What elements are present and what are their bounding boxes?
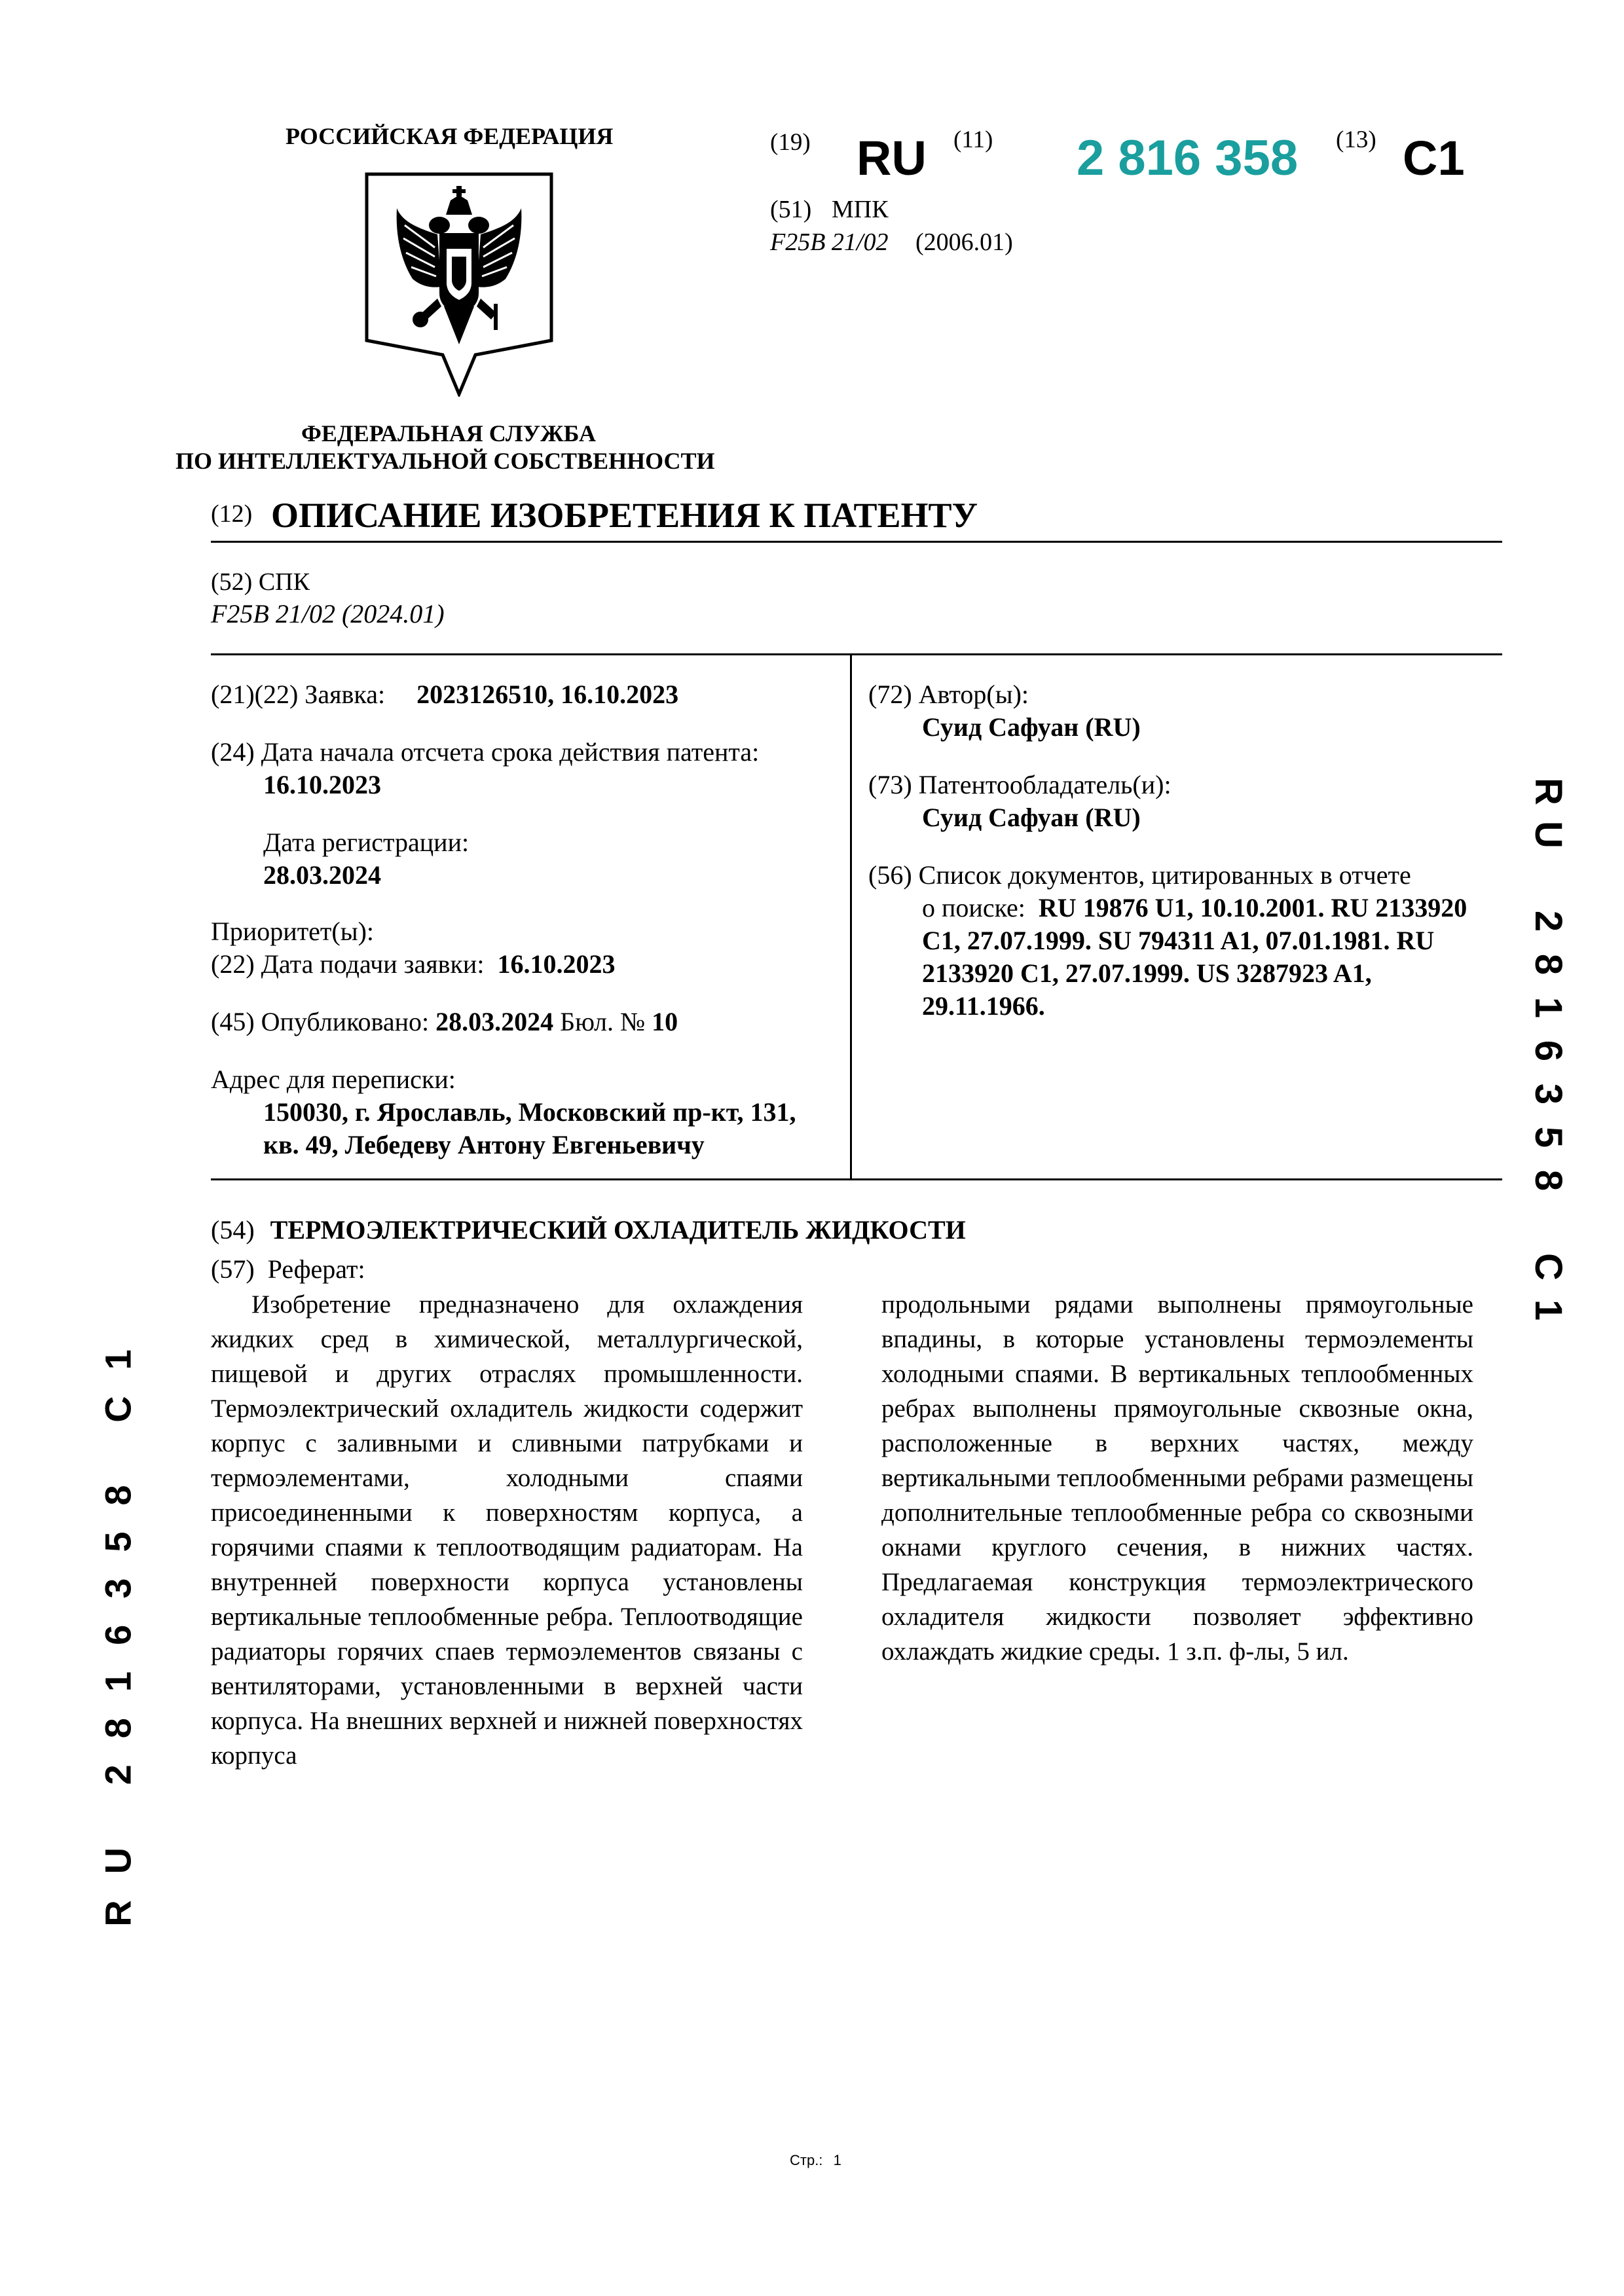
right-margin-id bbox=[1519, 770, 1572, 1332]
right-margin-char: 1 bbox=[1527, 1299, 1570, 1321]
abstract-column-1: Изобретение предназначено для охлаждения жидких сред в химической, металлургической, пищевой и других отраслях промышленности. Термоэлектрический охладитель жидкости содержит корпус с заливными и сливными патрубками и термоэлементами, холодными спаями присоединенными к поверхностям корпуса, а горячими спаями к теплоотводящим радиаторам. На внутренней поверхности корпуса установлены вертикальные теплообменные ребра. Теплоотводящие радиаторы горячих спаев термоэлементов связаны с вентиляторами, установленными в верхней части корпуса. На внешних верхней и нижней поверхностях корпуса bbox=[211, 1290, 803, 1770]
abstract-column-2: продольными рядами выполнены прямоугольные впадины, в которые установлены термоэлементы холодными спаями. В вертикальных теплообменных ребрах выполнены прямоугольные сквозные окна, расположенные в верхних частях, между вертикальными теплообменными ребрами размещены дополнительные теплообменные ребра со сквозными окнами круглого сечения, в нижних частях. Предлагаемая конструкция термоэлектрического охладителя жидкости позволяет эффективно охлаждать жидкие среды. 1 з.п. ф-лы, 5 ил. bbox=[881, 1290, 1473, 1666]
bulletin-label: Бюл. № bbox=[560, 1007, 646, 1036]
cpc-label-text: СПК bbox=[258, 568, 310, 596]
abstract-label: Реферат: bbox=[267, 1254, 365, 1284]
coat-of-arms-icon bbox=[364, 172, 554, 397]
citations-line4: 2133920 C1, 27.07.1999. US 3287923 A1, bbox=[922, 958, 1372, 988]
filing-label: (22) Дата подачи заявки: bbox=[211, 949, 485, 979]
page-number: 1 bbox=[833, 2152, 841, 2168]
address-label: Адрес для переписки: bbox=[211, 1065, 456, 1094]
owners-value: Суид Сафуан (RU) bbox=[922, 803, 1141, 832]
inid-54: (54) bbox=[211, 1215, 255, 1245]
address-line1: 150030, г. Ярославль, Московский пр-кт, 131, bbox=[263, 1097, 796, 1127]
citations-line3: C1, 27.07.1999. SU 794311 A1, 07.01.1981. RU bbox=[922, 926, 1435, 955]
application-value: 2023126510, 16.10.2023 bbox=[416, 680, 679, 709]
owners-label: (73) Патентообладатель(и): bbox=[868, 770, 1172, 799]
column-divider bbox=[850, 655, 852, 1180]
right-margin-char: R bbox=[1527, 778, 1570, 805]
authors-label: (72) Автор(ы): bbox=[868, 680, 1029, 709]
inid-12: (12) bbox=[211, 500, 253, 528]
term-start-value: 16.10.2023 bbox=[263, 770, 381, 799]
page-footer bbox=[790, 2151, 841, 2170]
filing-value: 16.10.2023 bbox=[497, 949, 616, 979]
ipc-version: (2006.01) bbox=[915, 228, 1013, 256]
citations-ref1: RU 19876 U1, 10.10.2001. RU 2133920 bbox=[1038, 893, 1467, 922]
right-margin-gap bbox=[1519, 856, 1572, 900]
inid-57: (57) bbox=[211, 1254, 255, 1284]
inid-51: (51) bbox=[770, 196, 812, 223]
ipc-label: МПК bbox=[832, 196, 889, 223]
term-start-label: (24) Дата начала отсчета срока действия патента: bbox=[211, 737, 760, 767]
page-label: Стр.: bbox=[790, 2152, 823, 2168]
inid-19: (19) bbox=[770, 129, 811, 156]
right-margin-char: 2 bbox=[1527, 910, 1570, 932]
published-label: (45) Опубликовано: bbox=[211, 1007, 430, 1036]
country-name: РОССИЙСКАЯ ФЕДЕРАЦИЯ bbox=[286, 123, 614, 149]
citations-search-label: о поиске: bbox=[922, 893, 1025, 922]
priority-label: Приоритет(ы): bbox=[211, 917, 375, 946]
agency-name-line2: ПО ИНТЕЛЛЕКТУАЛЬНОЙ СОБСТВЕННОСТИ bbox=[175, 448, 715, 474]
document-type-title: ОПИСАНИЕ ИЗОБРЕТЕНИЯ К ПАТЕНТУ bbox=[271, 496, 978, 535]
right-margin-char: 8 bbox=[1527, 953, 1570, 975]
application-row bbox=[211, 678, 678, 711]
citations-line1: (56) Список документов, цитированных в отчете bbox=[868, 860, 1411, 890]
left-margin-id: RU 2816358 C1 bbox=[97, 1323, 139, 1927]
citations-line5: 29.11.1966. bbox=[922, 991, 1045, 1021]
right-margin-char: 5 bbox=[1527, 1126, 1570, 1148]
published-value: 28.03.2024 bbox=[435, 1007, 554, 1036]
patent-number: 2 816 358 bbox=[1077, 130, 1299, 186]
ipc-class: F25B 21/02 bbox=[770, 228, 889, 256]
inid-13: (13) bbox=[1336, 126, 1376, 153]
filing-row bbox=[211, 948, 615, 981]
right-margin-char: 3 bbox=[1527, 1083, 1570, 1105]
right-margin-char: 1 bbox=[1527, 996, 1570, 1019]
citations-line2 bbox=[922, 892, 1467, 924]
inid-52: (52) bbox=[211, 568, 253, 596]
divider-title bbox=[211, 1178, 1502, 1180]
right-margin-char: 6 bbox=[1527, 1040, 1570, 1062]
invention-title: ТЕРМОЭЛЕКТРИЧЕСКИЙ ОХЛАДИТЕЛЬ ЖИДКОСТИ bbox=[270, 1215, 966, 1245]
right-margin-char: 8 bbox=[1527, 1169, 1570, 1192]
divider-bibliographic bbox=[211, 653, 1502, 655]
right-margin-gap bbox=[1519, 1202, 1572, 1245]
authors-value: Суид Сафуан (RU) bbox=[922, 712, 1141, 742]
right-margin-char: C bbox=[1527, 1253, 1570, 1281]
agency-name-line1: ФЕДЕРАЛЬНАЯ СЛУЖБА bbox=[301, 420, 596, 446]
country-code: RU bbox=[857, 131, 927, 185]
abstract-heading bbox=[211, 1253, 365, 1286]
right-margin-char: U bbox=[1527, 821, 1570, 848]
kind-code: C1 bbox=[1403, 131, 1465, 185]
divider-top bbox=[211, 541, 1502, 543]
cpc-value: F25B 21/02 (2024.01) bbox=[211, 599, 445, 629]
published-row bbox=[211, 1006, 678, 1038]
inid-11: (11) bbox=[953, 126, 993, 153]
address-line2: кв. 49, Лебедеву Антону Евгеньевичу bbox=[263, 1130, 705, 1159]
bulletin-value: 10 bbox=[652, 1007, 678, 1036]
cpc-label bbox=[211, 567, 310, 597]
registration-value: 28.03.2024 bbox=[263, 860, 381, 890]
registration-label: Дата регистрации: bbox=[263, 828, 470, 857]
application-label: (21)(22) Заявка: bbox=[211, 680, 386, 709]
title-row bbox=[211, 1214, 966, 1247]
